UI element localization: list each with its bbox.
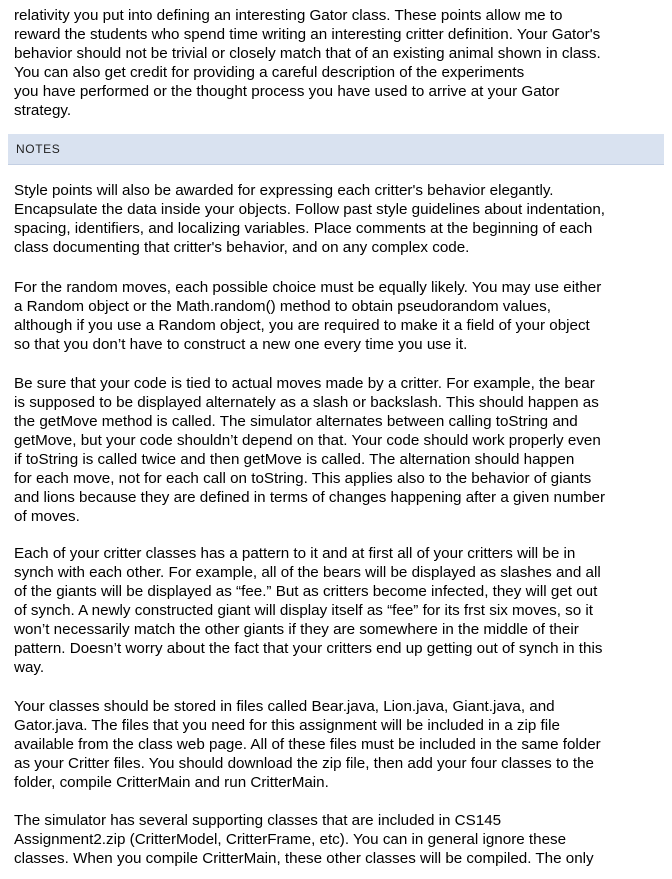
text-line: spacing, identifiers, and localizing variables. Place comments at the beginning of each [14,220,593,237]
text-line: behavior should not be trivial or closely match that of an existing animal shown in class. [14,45,601,62]
files-paragraph [14,697,664,792]
text-line: Be sure that your code is tied to actual moves made by a critter. For example, the bear [14,375,595,392]
text-line: of the giants will be displayed as “fee.” But as critters become infected, they will get out [14,583,598,600]
text-line: strategy. [14,102,72,119]
text-line: you have performed or the thought process you have used to arrive at your Gator [14,83,560,100]
text-line: Each of your critter classes has a pattern to it and at first all of your critters will be in [14,545,576,562]
text-line: the getMove method is called. The simulator alternates between calling toString and [14,413,578,430]
text-line: as your Critter files. You should download the zip file, then add your four classes to the [14,755,594,772]
simulator-paragraph [14,811,664,868]
text-line: available from the class web page. All of these files must be included in the same folder [14,736,601,753]
text-line: of moves. [14,508,80,525]
text-line: classes. When you compile CritterMain, these other classes will be compiled. The only [14,850,594,867]
text-line: getMove, but your code shouldn’t depend on that. Your code should work properly even [14,432,601,449]
text-line: For the random moves, each possible choice must be equally likely. You may use either [14,279,602,296]
text-line: You can also get credit for providing a careful description of the experiments [14,64,525,81]
text-line: relativity you put into defining an interesting Gator class. These points allow me to [14,7,563,24]
text-line: a Random object or the Math.random() method to obtain pseudorandom values, [14,298,551,315]
actual-moves-paragraph [14,374,664,526]
intro-paragraph [14,6,664,120]
text-line: if toString is called twice and then getMove is called. The alternation should happen [14,451,575,468]
text-line: class documenting that critter's behavior, and on any complex code. [14,239,470,256]
text-line: of synch. A newly constructed giant will display itself as “fee” for its frst six moves, so it [14,602,594,619]
text-line: synch with each other. For example, all of the bears will be displayed as slashes and all [14,564,601,581]
text-line: Your classes should be stored in files called Bear.java, Lion.java, Giant.java, and [14,698,555,715]
text-line: and lions because they are defined in terms of changes happening after a given number [14,489,606,506]
notes-heading: NOTES [16,142,61,156]
text-line: way. [14,659,45,676]
text-line: so that you don’t have to construct a new one every time you use it. [14,336,468,353]
text-line: Assignment2.zip (CritterModel, CritterFrame, etc). You can in general ignore these [14,831,567,848]
text-line: Gator.java. The files that you need for this assignment will be included in a zip file [14,717,560,734]
text-line: is supposed to be displayed alternately as a slash or backslash. This should happen as [14,394,599,411]
text-line: Encapsulate the data inside your objects. Follow past style guidelines about indentation, [14,201,605,218]
text-line: won’t necessarily match the other giants if they are somewhere in the middle of their [14,621,579,638]
notes-section-header [8,134,664,165]
random-moves-paragraph [14,278,664,354]
text-line: reward the students who spend time writing an interesting critter definition. Your Gator's [14,26,601,43]
text-line: although if you use a Random object, you are required to make it a field of your object [14,317,590,334]
text-line: folder, compile CritterMain and run CritterMain. [14,774,329,791]
text-line: pattern. Doesn’t worry about the fact that your critters end up getting out of synch in this [14,640,603,657]
synch-paragraph [14,544,664,677]
text-line: for each move, not for each call on toString. This applies also to the behavior of giants [14,470,592,487]
text-line: The simulator has several supporting classes that are included in CS145 [14,812,502,829]
text-line: Style points will also be awarded for expressing each critter's behavior elegantly. [14,182,554,199]
style-points-paragraph [14,181,664,257]
